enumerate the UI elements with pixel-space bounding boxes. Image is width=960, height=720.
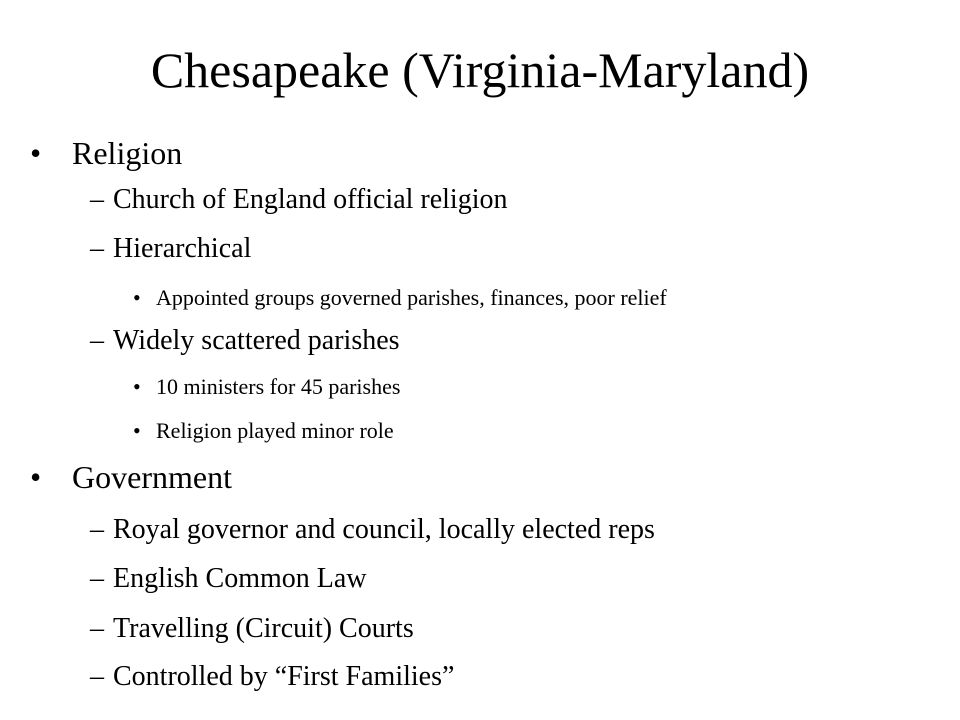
bullet-marker: • (133, 285, 141, 310)
bullet-marker: • (133, 374, 141, 399)
list-item-text: Travelling (Circuit) Courts (113, 613, 414, 644)
dash-marker: – (90, 233, 104, 264)
dash-marker: – (90, 613, 104, 644)
list-item-text: Royal governor and council, locally elected reps (113, 514, 655, 545)
list-item-text: Widely scattered parishes (113, 325, 400, 356)
bullet-marker: • (30, 459, 42, 495)
slide-title: Chesapeake (Virginia-Maryland) (150, 42, 810, 98)
dash-marker: – (90, 514, 104, 545)
dash-marker: – (90, 563, 104, 594)
list-item-text: Hierarchical (113, 233, 252, 264)
list-item-text: Appointed groups governed parishes, finances, poor relief (156, 285, 667, 310)
list-item-text: Controlled by “First Families” (113, 661, 455, 692)
dash-marker: – (90, 325, 104, 356)
dash-marker: – (90, 184, 104, 215)
list-item-text: Church of England official religion (113, 184, 508, 215)
section-heading-religion: Religion (72, 135, 183, 171)
list-item-text: Religion played minor role (156, 418, 394, 443)
dash-marker: – (90, 661, 104, 692)
section-heading-government: Government (72, 459, 232, 495)
bullet-marker: • (30, 135, 42, 171)
list-item-text: 10 ministers for 45 parishes (156, 374, 401, 399)
bullet-marker: • (133, 418, 141, 443)
list-item-text: English Common Law (113, 563, 367, 594)
